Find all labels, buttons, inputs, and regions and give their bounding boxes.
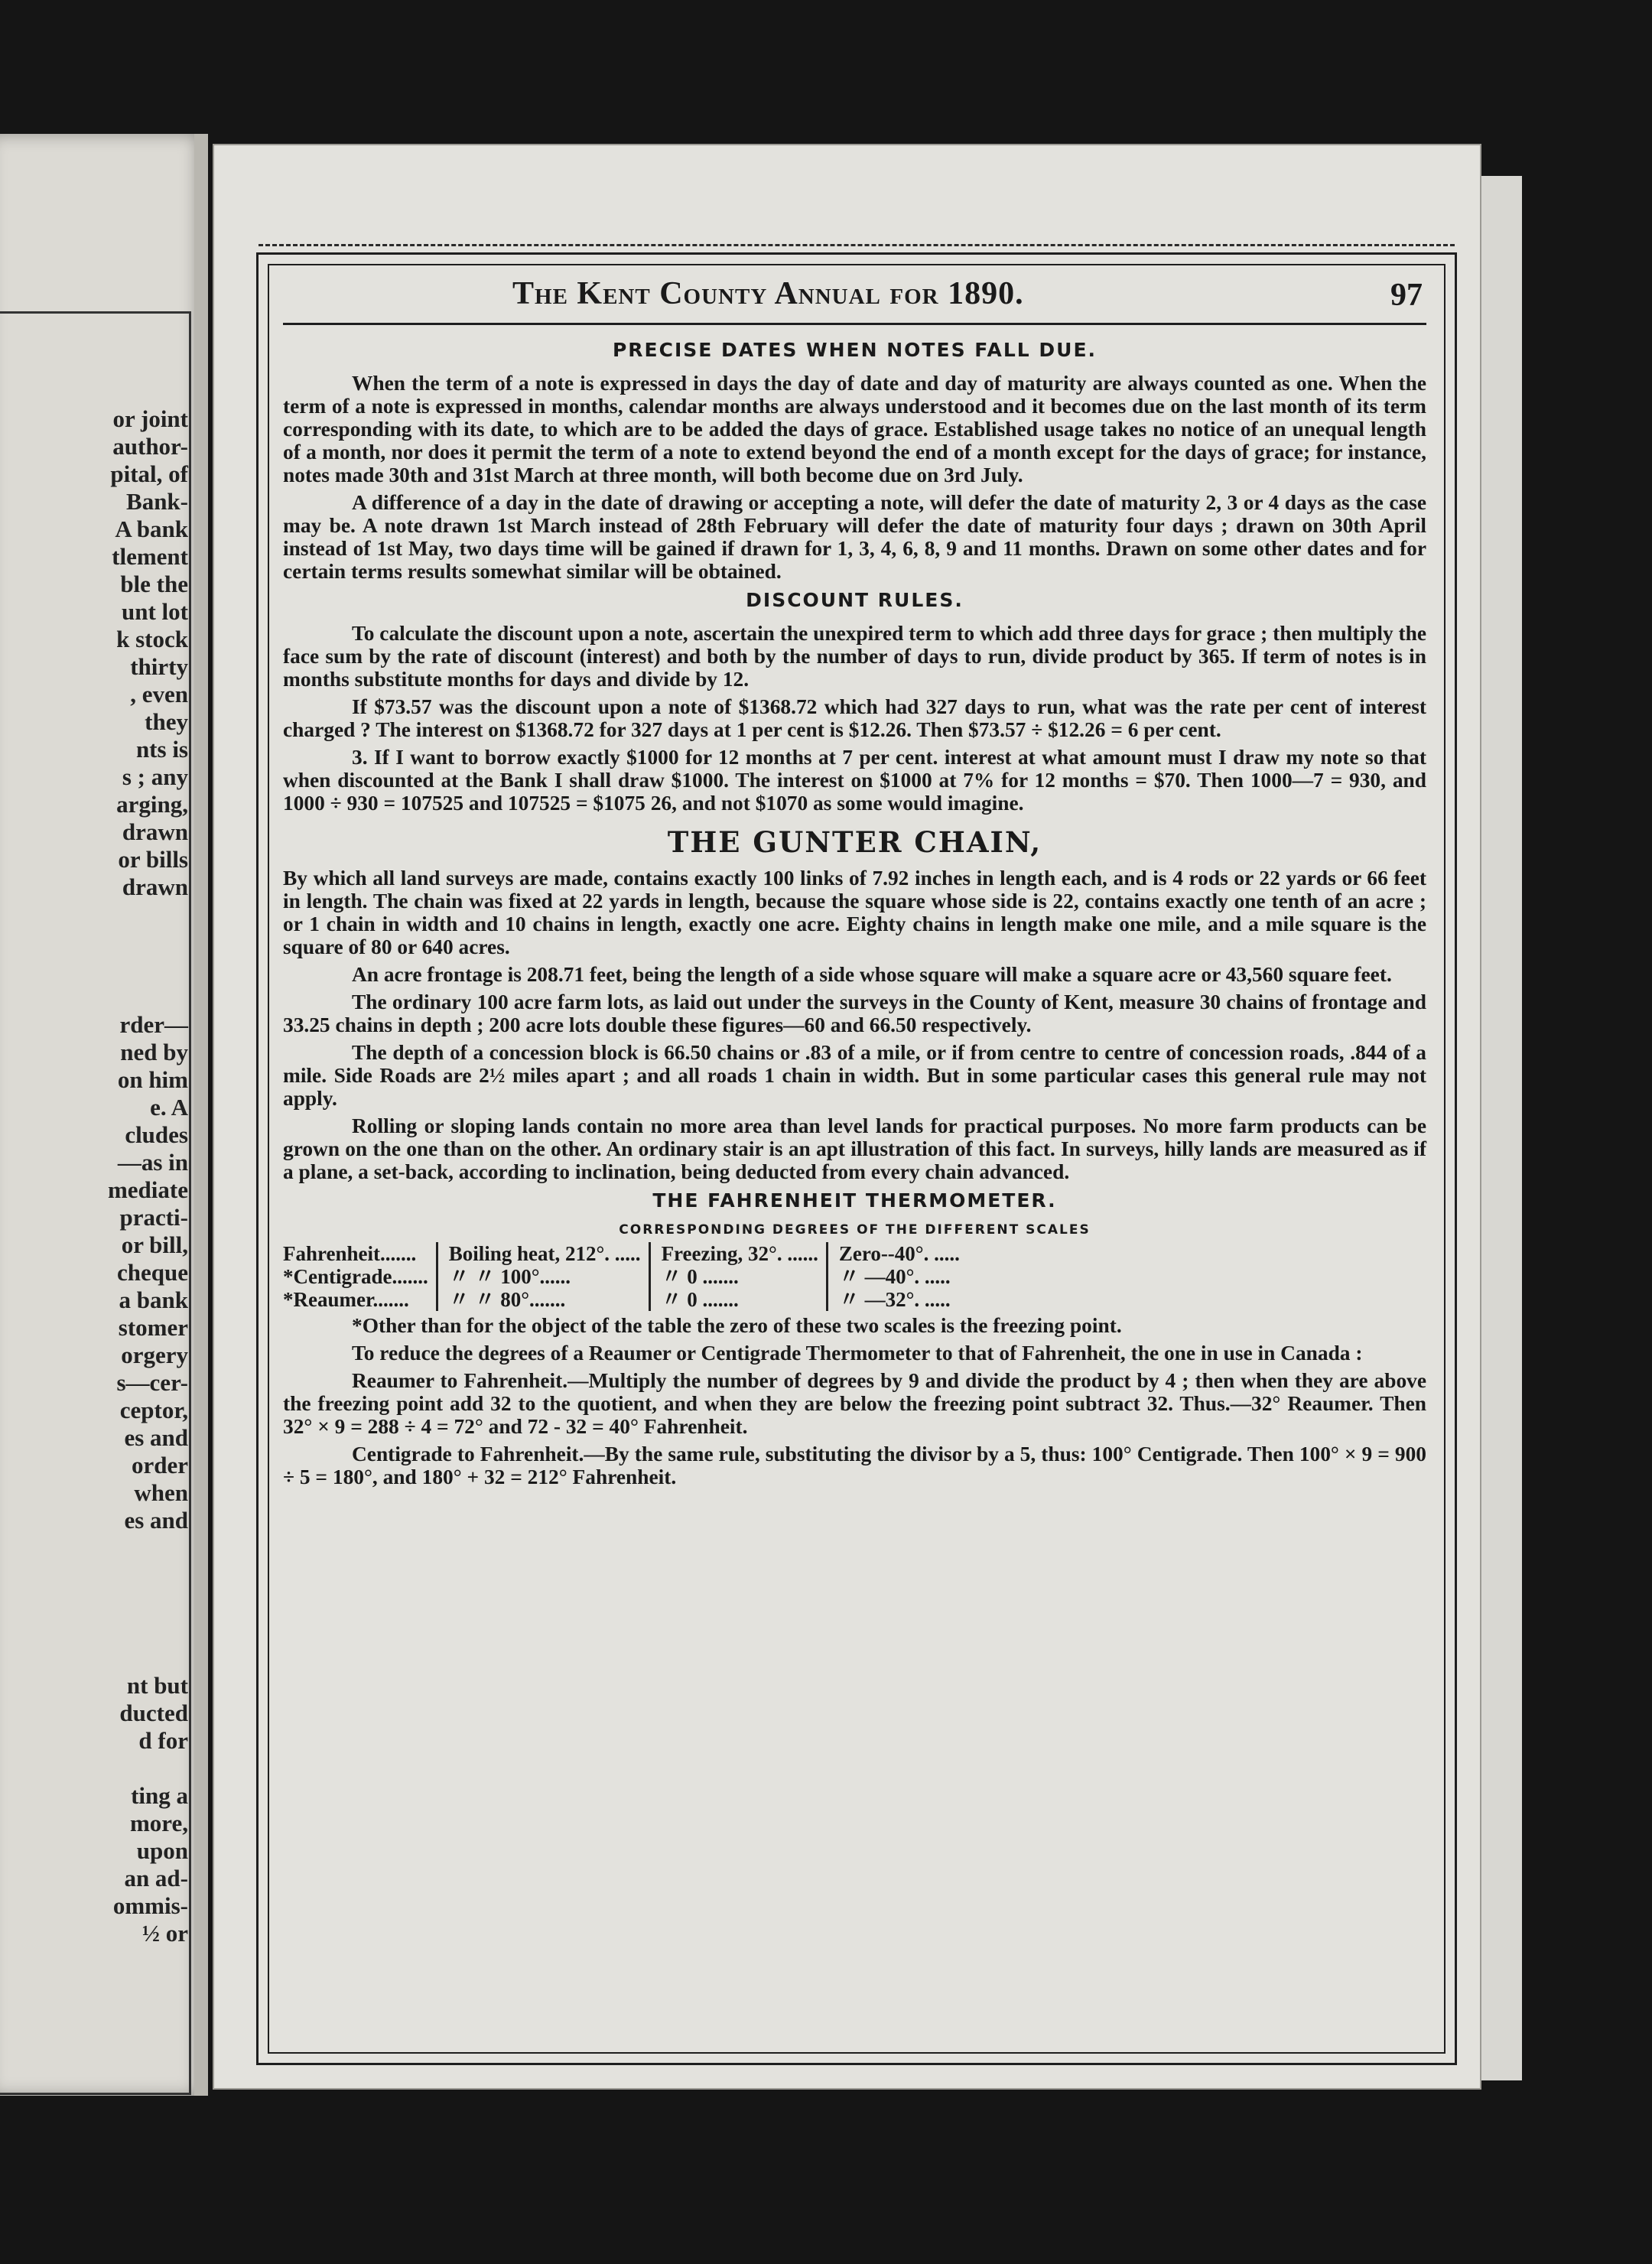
facing-page-line: orgery — [121, 1342, 188, 1368]
paragraph: To reduce the degrees of a Reaumer or Centigrade Thermometer to that of Fahrenheit, the one in use in Canada : — [352, 1342, 1363, 1365]
facing-page-line: —as in — [117, 1149, 188, 1176]
facing-page-line: s—cer- — [116, 1369, 188, 1396]
facing-page-line: ting a — [131, 1782, 188, 1809]
facing-page-line — [0, 1534, 188, 1562]
facing-page-line: s ; any — [122, 763, 188, 790]
facing-page-text — [0, 405, 188, 1947]
page-content — [283, 275, 1426, 1493]
table-cell: Zero--40°. ..... — [827, 1242, 967, 1265]
table-row — [283, 1288, 967, 1311]
paragraph: The depth of a concession block is 66.50 chains or .83 of a mile, or if from centre to centre of concession roads, .844 of a mile. Side Roads are 2½ miles apart ; and all roads 1 chain in width. But in some particular cases this general rule may not apply. — [283, 1041, 1426, 1110]
facing-page-line: A bank — [115, 516, 188, 542]
table-cell: 〃 —40°. ..... — [827, 1265, 967, 1288]
facing-page-line: an ad- — [124, 1865, 188, 1892]
facing-page-line: ducted — [119, 1700, 188, 1726]
facing-page-line: es and — [124, 1507, 188, 1534]
table-cell: Fahrenheit....... — [283, 1242, 417, 1265]
ornamental-border — [259, 244, 1455, 252]
table-row — [283, 1242, 967, 1265]
facing-page — [0, 134, 208, 2096]
facing-page-line: more, — [129, 1810, 188, 1836]
facing-page-gutter — [194, 134, 208, 2096]
table-cell: Boiling heat, 212°. ..... — [437, 1242, 649, 1265]
paragraph: To calculate the discount upon a note, ascertain the unexpired term to which add three days for grace ; then multiply the face sum by the rate of discount (interest) and both by the number of days to run, divide product by 365. If term of notes is in months substitute months for days and divide by 12. — [283, 622, 1427, 691]
facing-page-line: d for — [138, 1727, 188, 1754]
paragraph: Centigrade to Fahrenheit.—By the same rule, substituting the divisor by a 5, thus: 100° Centigrade. Then 100° × 9 = 900 ÷ 5 = 180°, and 180° + 32 = 212° Fahrenheit. — [283, 1443, 1426, 1488]
facing-page-line — [0, 956, 188, 984]
paragraph: An acre frontage is 208.71 feet, being the length of a side whose square will make a square acre or 43,560 square feet. — [352, 963, 1392, 986]
section-heading-notes-due: PRECISE DATES WHEN NOTES FALL DUE. — [612, 339, 1098, 361]
table-cell: Freezing, 32°. ...... — [649, 1242, 827, 1265]
facing-page-line: e. A — [150, 1094, 188, 1121]
table-cell: 〃 0 ....... — [649, 1288, 827, 1311]
facing-page-line: drawn — [122, 873, 188, 900]
section-heading-thermometer: THE FAHRENHEIT THERMOMETER. — [652, 1189, 1057, 1212]
facing-page-line: , even — [130, 681, 188, 708]
facing-page-line: Bank- — [126, 488, 188, 515]
paragraph: Reaumer to Fahrenheit.—Multiply the number of degrees by 9 and divide the product by 4 ; then when they are above the freezing point add 32 to the quotient, and when they are below the freezing point subtract 32. Thus.—32° Reaumer. Then 32° × 9 = 288 ÷ 4 = 72° and 72 - 32 = 40° Fahrenheit. — [283, 1369, 1426, 1438]
facing-page-line: rder— — [119, 1011, 188, 1038]
facing-page-line — [0, 984, 188, 1011]
facing-page-line: tlement — [112, 543, 188, 570]
facing-page-line: ned by — [120, 1039, 188, 1065]
facing-page-line — [0, 1589, 188, 1617]
table-caption: CORRESPONDING DEGREES OF THE DIFFERENT SCALES — [619, 1222, 1091, 1238]
facing-page-line: stomer — [118, 1314, 188, 1341]
facing-page-line: cheque — [117, 1259, 188, 1286]
facing-page-line — [0, 901, 188, 929]
facing-page-line: unt lot — [122, 598, 188, 625]
table-cell: *Reaumer....... — [283, 1288, 409, 1311]
facing-page-line — [0, 929, 188, 956]
thermometer-table — [283, 1242, 967, 1311]
facing-page-line: order — [131, 1452, 188, 1478]
facing-page-line: or bills — [118, 846, 188, 873]
facing-page-line: nt but — [126, 1672, 188, 1699]
paragraph: Rolling or sloping lands contain no more area than level lands for practical purposes. No more farm products can be grown on the one than on the other. An ordinary stair is an apt illustration of this fact. In surveys, hilly lands are measured as if a plane, a set-back, according to inclination, being deducted from every chain advanced. — [283, 1114, 1426, 1183]
facing-page-line: drawn — [122, 818, 188, 845]
facing-page-line: thirty — [130, 653, 188, 680]
table-footnote: *Other than for the object of the table the zero of these two scales is the freezing point. — [352, 1314, 1122, 1337]
paragraph: The ordinary 100 acre farm lots, as laid out under the surveys in the County of Kent, measure 30 chains of frontage and 33.25 chains in depth ; 200 acre lots double these figures—60 and 66.50 respectively. — [283, 990, 1426, 1036]
facing-page-line: nts is — [135, 736, 188, 763]
paragraph: If $73.57 was the discount upon a note of $1368.72 which had 327 days to run, what was the rate per cent of interest charged ? The interest on $1368.72 for 327 days at 1 per cent is $12.26. Then $73.57 ÷ $12.26 = 6 per cent. — [283, 695, 1426, 741]
facing-page-line — [0, 1617, 188, 1644]
facing-page-line: es and — [124, 1424, 188, 1451]
facing-page-line: ½ or — [141, 1920, 188, 1947]
facing-page-line: ceptor, — [119, 1397, 188, 1423]
facing-page-line: ble the — [120, 571, 188, 597]
facing-page-line — [0, 1755, 188, 1782]
facing-page-line: when — [134, 1479, 188, 1506]
facing-page-line: a bank — [119, 1287, 188, 1313]
facing-page-line — [0, 1644, 188, 1672]
facing-page-line: or bill, — [121, 1231, 188, 1258]
table-cell: 〃 —32°. ..... — [827, 1288, 967, 1311]
facing-page-line: ommis- — [112, 1892, 188, 1919]
facing-page-line: author- — [112, 433, 188, 460]
facing-page-line: mediate — [107, 1176, 188, 1203]
facing-page-line: or joint — [112, 405, 188, 432]
section-heading-gunter-chain: THE GUNTER CHAIN, — [667, 825, 1042, 859]
table-row — [283, 1265, 967, 1288]
facing-page-line: pital, of — [110, 460, 188, 487]
paragraph: 3. If I want to borrow exactly $1000 for 12 months at 7 per cent. interest at what amount must I draw my note so that when discounted at the Bank I shall draw $1000. The interest on $1000 at 7% for 12 months = $70. Then 1000—7 = 930, and 1000 ÷ 930 = 107525 and 107525 = $1075 26, and not $1070 as some would imagine. — [283, 746, 1426, 815]
header-rule — [283, 323, 1426, 325]
facing-page-line: k stock — [116, 626, 188, 652]
page-edge-strip — [1476, 176, 1522, 2080]
facing-page-line: arging, — [116, 791, 188, 818]
paragraph: When the term of a note is expressed in days the day of date and day of maturity are always counted as one. When the term of a note is expressed in months, calendar months are always understood and it becomes due on the last month of its term corresponding with its date, to which are to be added the days of grace. Established usage takes no notice of an unequal length of a month, nor does it permit the term of a note to extend beyond the end of a month except for the days of grace; for instance, notes made 30th and 31st March at three month, will both become due on 3rd July. — [283, 372, 1426, 486]
table-cell: *Centigrade....... — [283, 1265, 428, 1288]
page — [214, 145, 1480, 2088]
facing-page-line: upon — [136, 1837, 188, 1864]
page-number: 97 — [1390, 278, 1423, 313]
facing-page-line: on him — [117, 1066, 188, 1093]
table-cell: 〃 〃 80°....... — [437, 1288, 649, 1311]
running-title: The Kent County Annual for 1890. — [512, 276, 1024, 311]
running-head — [512, 275, 1423, 323]
paragraph: A difference of a day in the date of drawing or accepting a note, will defer the date of maturity 2, 3 or 4 days as the case may be. A note drawn 1st March instead of 28th February will defer the date of maturity four days ; drawn on 30th April instead of 1st May, two days time will be gained if drawn for 1, 3, 4, 6, 8, 9 and 11 months. Drawn on some other dates and for certain terms results somewhat similar will be obtained. — [283, 491, 1426, 583]
table-cell: 〃 0 ....... — [649, 1265, 827, 1288]
facing-page-line — [0, 1562, 188, 1589]
facing-page-line: practi- — [119, 1204, 188, 1231]
paragraph: By which all land surveys are made, contains exactly 100 links of 7.92 inches in length each, and is 4 rods or 22 yards or 66 feet in length. The chain was fixed at 22 yards in length, because the square whose side is 22, contains exactly one tenth of an acre ; or 1 chain in width and 10 chains in length, exactly one acre. Eighty chains in length make one mile, and a mile square is the square of 80 or 640 acres. — [283, 867, 1426, 958]
facing-page-line: they — [145, 708, 188, 735]
facing-page-line: cludes — [125, 1121, 188, 1148]
section-heading-discount: DISCOUNT RULES. — [746, 589, 964, 611]
table-cell: 〃 〃 100°...... — [437, 1265, 649, 1288]
